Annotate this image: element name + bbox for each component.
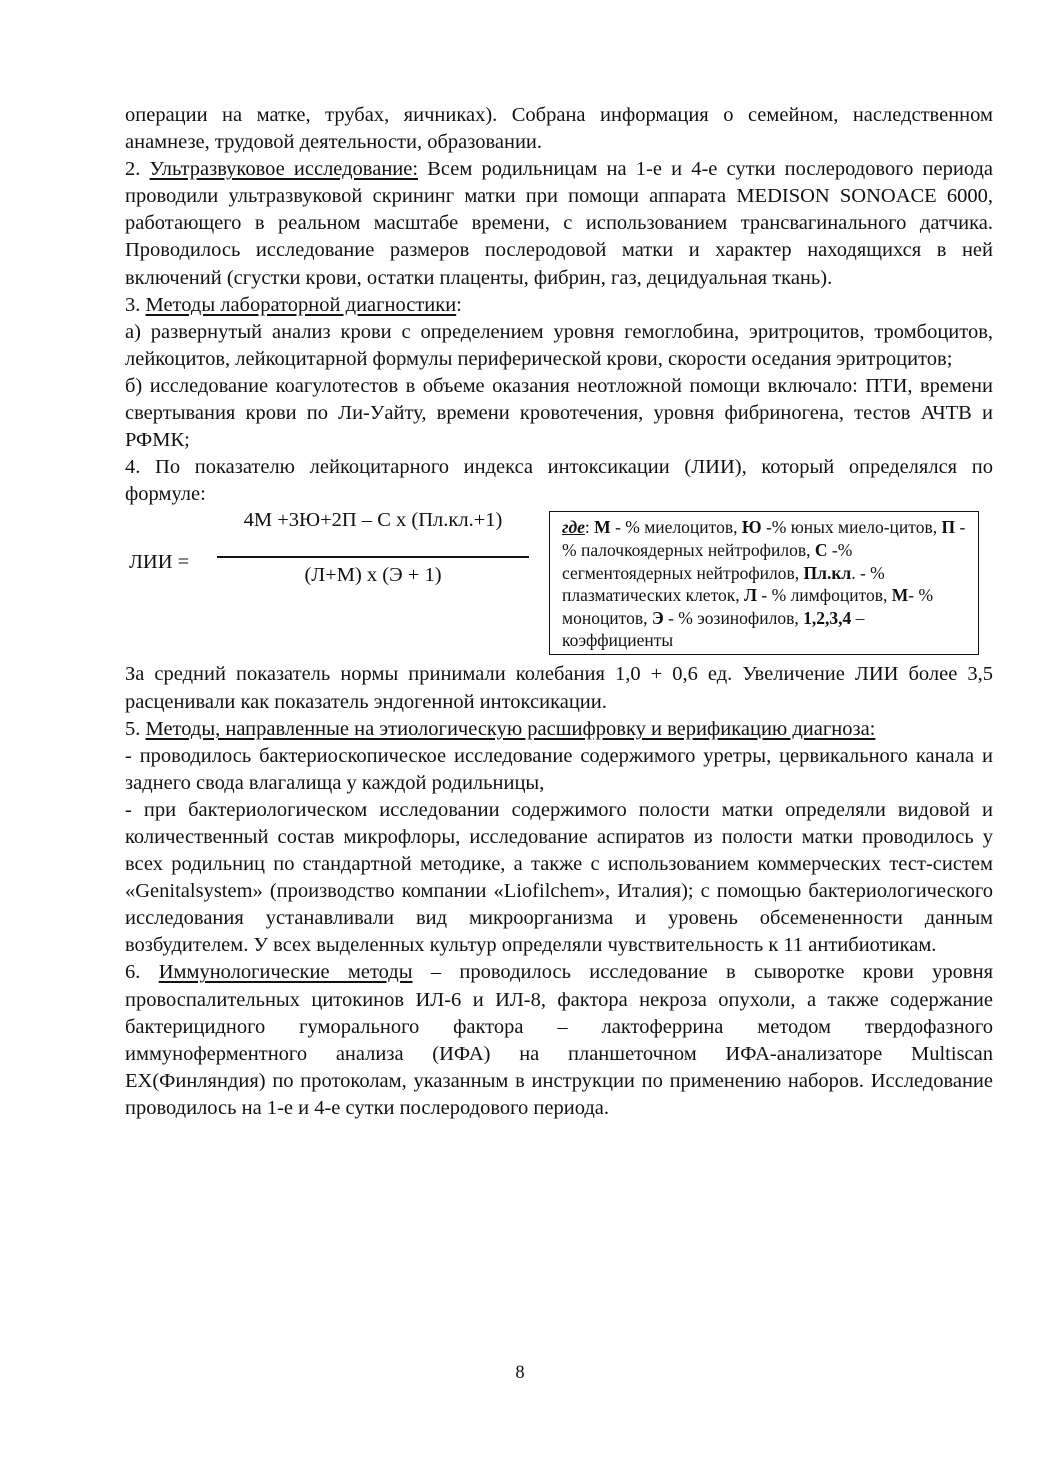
document-body xyxy=(125,102,993,1122)
paragraph-lii-norm: За средний показатель нормы принимали колебания 1,0 + 0,6 ед. Увеличение ЛИИ более 3,5 расценивали как показатель эндогенной интоксикации. xyxy=(125,663,993,713)
paragraph-lii-intro: 4. По показателю лейкоцитарного индекса интоксикации (ЛИИ), который определялся по формуле: xyxy=(125,456,993,506)
section-heading-etiology: Методы, направленные на этиологическую расшифровку и верификацию диагноза: xyxy=(145,717,876,740)
section-heading-lab: Методы лабораторной диагностики xyxy=(145,293,457,316)
legend-symbol-l: Л xyxy=(744,585,758,606)
formula-denominator: (Л+М) х (Э + 1) xyxy=(304,564,442,587)
item-number: 6. xyxy=(125,961,159,984)
legend-symbol-m: М xyxy=(594,517,611,538)
item-number: 5. xyxy=(125,717,146,740)
legend-text: - % моноцитов, xyxy=(562,585,934,628)
legend-text: - % миелоцитов, xyxy=(610,517,742,538)
legend-symbol-plkl: Пл.кл xyxy=(803,562,852,583)
paragraph-coagulation: б) исследование коагулотестов в объеме оказания неотложной помощи включало: ПТИ, времени свертывания крови по Ли-Уайту, времени кровотечения, уровня фибриногена, тестов АЧТВ и РФМК; xyxy=(125,374,993,452)
item-number: 2. xyxy=(125,158,150,181)
legend-text: - % эозинофилов, xyxy=(663,607,804,628)
legend-symbol-m2: М xyxy=(891,585,909,606)
legend-where: где xyxy=(562,517,585,538)
formula-legend-box xyxy=(549,511,979,655)
paragraph-etiology xyxy=(125,716,993,743)
legend-symbol-e: Э xyxy=(651,607,664,628)
legend-text: -% юных миело-цитов, xyxy=(761,517,942,538)
paragraph-ultrasound xyxy=(125,156,993,291)
page-number: 8 xyxy=(515,1363,525,1383)
section-heading-ultrasound: Ультразвуковое исследование: xyxy=(149,158,419,181)
legend-text: . - % плазматических клеток, xyxy=(562,562,885,606)
paragraph-bacterioscopy: - проводилось бактериоскопическое исследование содержимого уретры, цервикального канала и заднего свода влагалища у каждой родильницы, xyxy=(125,744,993,794)
legend-text: - % лимфоцитов, xyxy=(757,585,892,606)
formula-block xyxy=(125,509,993,661)
legend-text: -% палочкоядерных нейтрофилов, xyxy=(562,517,966,560)
paragraph-immunology xyxy=(125,959,993,1122)
paragraph-lab-methods xyxy=(125,292,993,319)
paragraph-text: Всем родильницам на 1-е и 4-е сутки послеродового периода проводили ультразвуковой скрининг матки при помощи аппарата MEDISON SONOACE 6000, работающего в реальном масштабе времени, с использованием трансвагинального датчика. Проводилось исследование размеров послеродовой матки и характер находящихся в ней включений (сгустки крови, остатки плаценты, фибрин, газ, децидуальная ткань). xyxy=(125,158,994,289)
legend-symbol-yu: Ю xyxy=(741,517,762,538)
legend-coefficients: 1,2,3,4 xyxy=(803,607,852,628)
item-number: 3. xyxy=(125,293,146,316)
section-heading-immunology: Иммунологические методы xyxy=(158,961,413,984)
legend-text: -% сегментоядерных нейтрофилов, xyxy=(562,540,853,583)
fraction-line xyxy=(217,556,529,558)
formula-numerator: 4М +3Ю+2П – С х (Пл.кл.+1) xyxy=(243,509,503,532)
legend-text: : xyxy=(584,517,595,538)
legend-symbol-s: С xyxy=(814,540,828,560)
paragraph-text: : xyxy=(456,293,462,316)
legend-symbol-p: П xyxy=(941,517,956,538)
paragraph-anamnesis: операции на матке, трубах, яичниках). Собрана информация о семейном, наследственном анамнезе, трудовой деятельности, образовании. xyxy=(125,104,993,154)
legend-text: – коэффициенты xyxy=(562,607,865,651)
paragraph-blood-test: а) развернутый анализ крови с определением уровня гемоглобина, эритроцитов, тромбоцитов, лейкоцитов, лейкоцитарной формулы периферической крови, скорости оседания эритроцитов; xyxy=(125,320,993,370)
paragraph-bacteriology: - при бактериологическом исследовании содержимого полости матки определяли видовой и количественный состав микрофлоры, исследование аспиратов из полости матки проводилось у всех родильниц по стандартной методике, а также с использованием коммерческих тест-систем «Genitalsystem» (производство компании «Liofilchem», Италия); с помощью бактериологического исследования устанавливали вид микроорганизма и уровень обсемененности данным возбудителем. У всех выделенных культур определяли чувствительность к 11 антибиотикам. xyxy=(125,798,993,957)
paragraph-text: – проводилось исследование в сыворотке крови уровня провоспалительных цитокинов ИЛ-6 и ИЛ-8, фактора некроза опухоли, а также содержание бактерицидного гуморального фактора – лактоферрина методом твердофазного иммуноферментного анализа (ИФА) на планшеточном ИФА-анализаторе Multiscan EX(Финляндия) по протоколам, указанным в инструкции по применению наборов. Исследование проводилось на 1-е и 4-е сутки послеродового периода. xyxy=(125,961,994,1119)
formula-label: ЛИИ = xyxy=(129,551,190,574)
